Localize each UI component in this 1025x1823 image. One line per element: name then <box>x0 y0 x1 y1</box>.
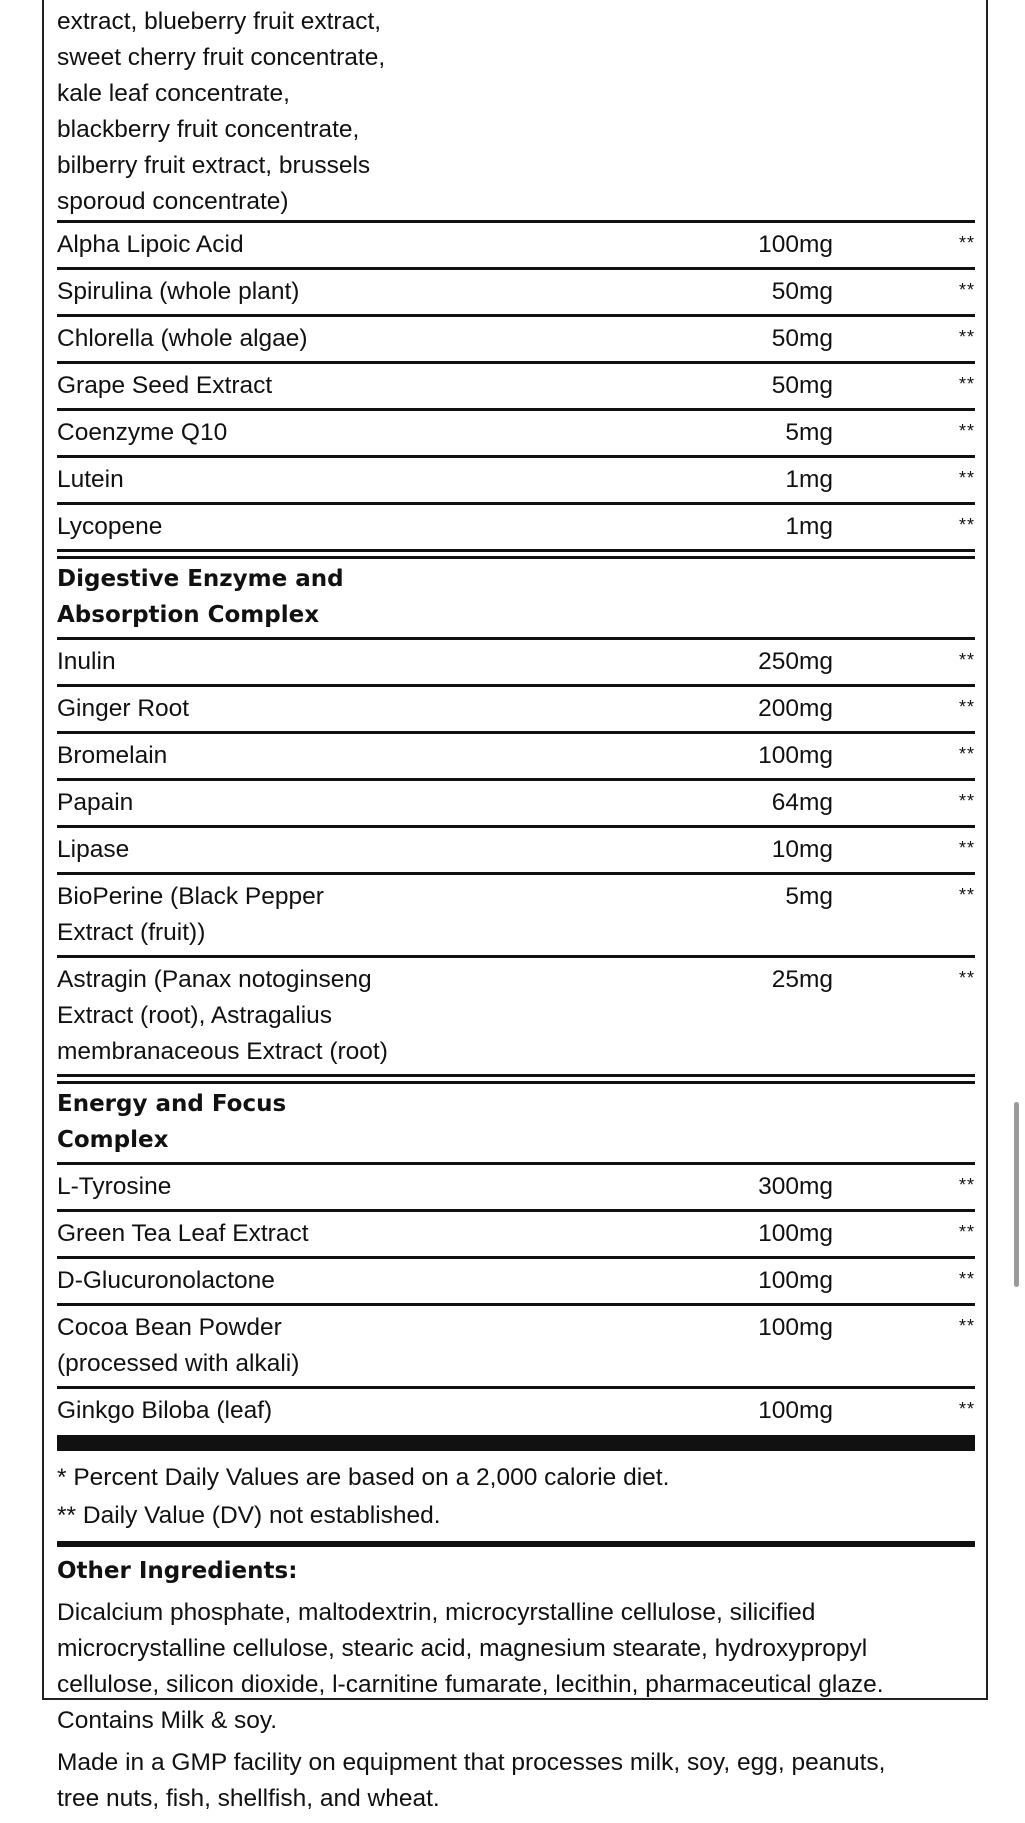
ingredient-name-line: Extract (root), Astragalius <box>57 1002 333 1029</box>
footnote-percent-dv: * Percent Daily Values are based on a 2,000 calorie diet. <box>57 1464 670 1491</box>
section-header-energy <box>57 1074 975 1162</box>
ingredient-name <box>57 962 437 1070</box>
section-title-line: Digestive Enzyme and <box>57 566 344 592</box>
supplement-facts-panel <box>57 0 975 1823</box>
ingredient-row <box>57 408 975 455</box>
intro-line: blackberry fruit concentrate, <box>57 116 360 143</box>
facility-line: Made in a GMP facility on equipment that processes milk, soy, egg, peanuts, <box>57 1749 886 1776</box>
ingredient-amount: 10mg <box>771 836 833 863</box>
daily-value-mark: ** <box>958 421 975 441</box>
ingredient-row <box>57 1256 975 1303</box>
ingredient-row <box>57 825 975 872</box>
daily-value-mark: ** <box>958 1269 975 1289</box>
ingredient-name <box>57 832 437 868</box>
facility-line: tree nuts, fish, shellfish, and wheat. <box>57 1785 440 1812</box>
ingredient-amount: 300mg <box>758 1173 833 1200</box>
ingredient-name-line: Lipase <box>57 836 130 863</box>
daily-value-mark: ** <box>958 1316 975 1336</box>
ingredient-name <box>57 785 437 821</box>
ingredient-amount: 64mg <box>771 789 833 816</box>
ingredient-row <box>57 684 975 731</box>
ingredient-amount: 100mg <box>758 1314 833 1341</box>
intro-ingredient-text <box>57 0 477 220</box>
ingredient-name-line: L-Tyrosine <box>57 1173 172 1200</box>
daily-value-mark: ** <box>958 1175 975 1195</box>
daily-value-mark: ** <box>958 468 975 488</box>
ingredient-name-line: membranaceous Extract (root) <box>57 1038 388 1065</box>
ingredient-name: Alpha Lipoic Acid <box>57 231 244 258</box>
ingredient-amount: 5mg <box>785 419 833 446</box>
ingredient-amount: 50mg <box>771 325 833 352</box>
ingredient-name-line: Ginkgo Biloba (leaf) <box>57 1397 273 1424</box>
footnote-dv-not-established: ** Daily Value (DV) not established. <box>57 1502 441 1529</box>
ingredient-row <box>57 220 975 267</box>
ingredient-row <box>57 502 975 549</box>
ingredient-row <box>57 1162 975 1209</box>
ingredient-name-line: Cocoa Bean Powder <box>57 1314 282 1341</box>
ingredient-name <box>57 879 437 951</box>
ingredient-name: Chlorella (whole algae) <box>57 325 308 352</box>
ingredient-amount: 100mg <box>758 742 833 769</box>
ingredient-amount: 100mg <box>758 231 833 258</box>
daily-value-mark: ** <box>958 697 975 717</box>
ingredient-name-line: Inulin <box>57 648 116 675</box>
daily-value-mark: ** <box>958 791 975 811</box>
ingredient-amount: 50mg <box>771 278 833 305</box>
ingredient-row <box>57 637 975 684</box>
ingredient-name <box>57 1263 437 1299</box>
ingredient-amount: 100mg <box>758 1220 833 1247</box>
ingredient-amount: 100mg <box>758 1267 833 1294</box>
daily-value-mark: ** <box>958 968 975 988</box>
ingredient-amount: 200mg <box>758 695 833 722</box>
intro-line: sporoud concentrate) <box>57 188 289 215</box>
facility-statement <box>57 1745 975 1817</box>
ingredient-name-line: D-Glucuronolactone <box>57 1267 275 1294</box>
ingredient-amount: 100mg <box>758 1397 833 1424</box>
footnotes <box>57 1451 975 1541</box>
ingredient-amount: 5mg <box>785 883 833 910</box>
daily-value-mark: ** <box>958 233 975 253</box>
other-ingredients-line: Dicalcium phosphate, maltodextrin, microcyrstalline cellulose, silicified <box>57 1599 816 1626</box>
daily-value-mark: ** <box>958 744 975 764</box>
ingredient-name <box>57 644 437 680</box>
other-ingredients-line: Contains Milk & soy. <box>57 1707 278 1734</box>
intro-line: extract, blueberry fruit extract, <box>57 8 382 35</box>
ingredient-amount: 50mg <box>771 372 833 399</box>
ingredient-name-line: Astragin (Panax notoginseng <box>57 966 372 993</box>
ingredient-name <box>57 1216 437 1252</box>
ingredient-name: Lutein <box>57 466 124 493</box>
ingredient-row <box>57 314 975 361</box>
section-title: Energy and Focus Complex <box>57 1091 287 1153</box>
section-title-line: Absorption Complex <box>57 602 320 628</box>
section-header-digestive <box>57 549 975 637</box>
daily-value-mark: ** <box>958 515 975 535</box>
ingredient-row <box>57 778 975 825</box>
intro-line: kale leaf concentrate, <box>57 80 290 107</box>
ingredient-row <box>57 267 975 314</box>
ingredient-name: Grape Seed Extract <box>57 372 273 399</box>
daily-value-mark: ** <box>958 650 975 670</box>
ingredient-row <box>57 955 975 1074</box>
daily-value-mark: ** <box>958 1399 975 1419</box>
ingredient-row <box>57 1303 975 1386</box>
ingredient-row <box>57 1209 975 1256</box>
other-ingredients-heading: Other Ingredients: <box>57 1558 298 1584</box>
ingredient-amount: 25mg <box>771 966 833 993</box>
daily-value-mark: ** <box>958 885 975 905</box>
ingredient-amount: 250mg <box>758 648 833 675</box>
other-ingredients-list <box>57 1595 975 1739</box>
ingredient-name: Lycopene <box>57 513 163 540</box>
ingredient-name: Spirulina (whole plant) <box>57 278 300 305</box>
ingredient-row <box>57 872 975 955</box>
ingredient-name <box>57 1393 437 1429</box>
ingredient-row <box>57 1386 975 1433</box>
ingredient-name-line: Bromelain <box>57 742 168 769</box>
ingredient-name-line: Papain <box>57 789 134 816</box>
daily-value-mark: ** <box>958 280 975 300</box>
ingredient-amount: 1mg <box>785 466 833 493</box>
ingredient-row <box>57 455 975 502</box>
ingredient-amount: 1mg <box>785 513 833 540</box>
scrollbar-thumb[interactable] <box>1014 1102 1019 1287</box>
intro-line: bilberry fruit extract, brussels <box>57 152 371 179</box>
ingredient-name-line: (processed with alkali) <box>57 1350 300 1377</box>
ingredient-name: Coenzyme Q10 <box>57 419 228 446</box>
other-ingredients <box>57 1547 975 1817</box>
daily-value-mark: ** <box>958 1222 975 1242</box>
daily-value-mark: ** <box>958 838 975 858</box>
daily-value-mark: ** <box>958 327 975 347</box>
intro-line: sweet cherry fruit concentrate, <box>57 44 386 71</box>
ingredient-name-line: Extract (fruit)) <box>57 919 206 946</box>
ingredient-name <box>57 691 437 727</box>
ingredient-name <box>57 1169 437 1205</box>
ingredient-name-line: Green Tea Leaf Extract <box>57 1220 309 1247</box>
section-title <box>57 561 377 633</box>
ingredient-name-line: BioPerine (Black Pepper <box>57 883 324 910</box>
ingredient-row <box>57 731 975 778</box>
thick-divider <box>57 1435 975 1451</box>
other-ingredients-line: cellulose, silicon dioxide, l-carnitine fumarate, lecithin, pharmaceutical glaze. <box>57 1671 884 1698</box>
ingredient-name <box>57 738 437 774</box>
ingredient-row <box>57 361 975 408</box>
daily-value-mark: ** <box>958 374 975 394</box>
ingredient-name <box>57 1310 437 1382</box>
ingredient-name-line: Ginger Root <box>57 695 190 722</box>
other-ingredients-line: microcrystalline cellulose, stearic acid, magnesium stearate, hydroxypropyl <box>57 1635 868 1662</box>
